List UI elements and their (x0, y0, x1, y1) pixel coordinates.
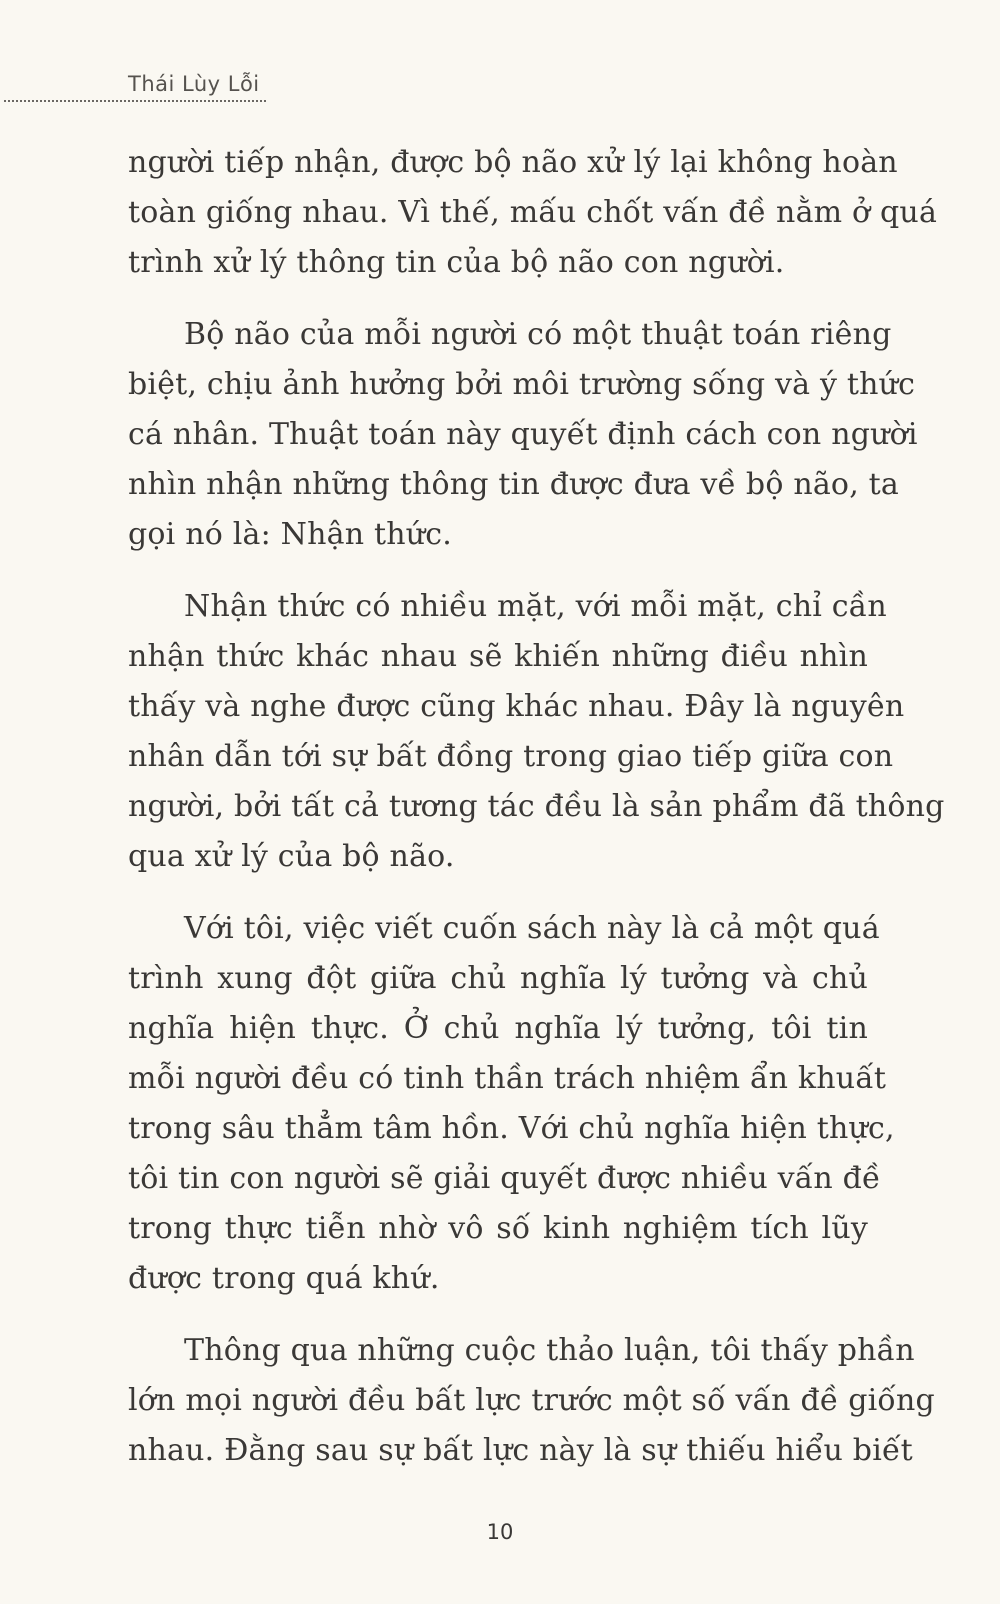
text-line: qua xử lý của bộ não. (128, 839, 455, 874)
text-line: trình xung đột giữa chủ nghĩa lý tưởng và chủ (128, 961, 868, 996)
running-head-title: Thái Lùy Lỗi (128, 72, 260, 96)
text-line: Nhận thức có nhiều mặt, với mỗi mặt, chỉ cần (184, 589, 887, 624)
text-line: người tiếp nhận, được bộ não xử lý lại không hoàn (128, 145, 898, 180)
body-text (128, 138, 945, 1498)
text-line: nhìn nhận những thông tin được đưa về bộ não, ta (128, 467, 900, 502)
paragraph (128, 1326, 935, 1476)
text-line: Thông qua những cuộc thảo luận, tôi thấy phần (184, 1333, 915, 1368)
text-line: người, bởi tất cả tương tác đều là sản phẩm đã thông (128, 789, 945, 824)
text-line: Bộ não của mỗi người có một thuật toán riêng (184, 317, 892, 352)
text-line: tôi tin con người sẽ giải quyết được nhiều vấn đề (128, 1161, 881, 1196)
text-line: được trong quá khứ. (128, 1261, 440, 1296)
running-head-dotted-rule (4, 100, 266, 102)
paragraph (128, 138, 938, 288)
text-line: trong sâu thẳm tâm hồn. Với chủ nghĩa hiện thực, (128, 1111, 895, 1146)
paragraph (128, 310, 918, 560)
paragraph (128, 582, 945, 882)
text-line: nhận thức khác nhau sẽ khiến những điều nhìn (128, 639, 868, 674)
text-line: nghĩa hiện thực. Ở chủ nghĩa lý tưởng, tôi tin (128, 1011, 868, 1046)
text-line: trình xử lý thông tin của bộ não con người. (128, 245, 785, 280)
text-line: trong thực tiễn nhờ vô số kinh nghiệm tích lũy (128, 1211, 868, 1246)
text-line: gọi nó là: Nhận thức. (128, 517, 452, 552)
text-line: thấy và nghe được cũng khác nhau. Đây là nguyên (128, 689, 905, 724)
text-line: lớn mọi người đều bất lực trước một số vấn đề giống (128, 1383, 935, 1418)
text-line: mỗi người đều có tinh thần trách nhiệm ẩn khuất (128, 1061, 887, 1096)
text-line: Với tôi, việc viết cuốn sách này là cả một quá (184, 911, 880, 946)
text-line: biệt, chịu ảnh hưởng bởi môi trường sống và ý thức (128, 367, 916, 402)
text-line: nhau. Đằng sau sự bất lực này là sự thiếu hiểu biết (128, 1433, 913, 1468)
text-line: nhân dẫn tới sự bất đồng trong giao tiếp giữa con (128, 739, 894, 774)
page-number: 10 (486, 1520, 514, 1544)
text-line: toàn giống nhau. Vì thế, mấu chốt vấn đề nằm ở quá (128, 195, 938, 230)
text-line: cá nhân. Thuật toán này quyết định cách con người (128, 417, 918, 452)
paragraph (128, 904, 895, 1304)
